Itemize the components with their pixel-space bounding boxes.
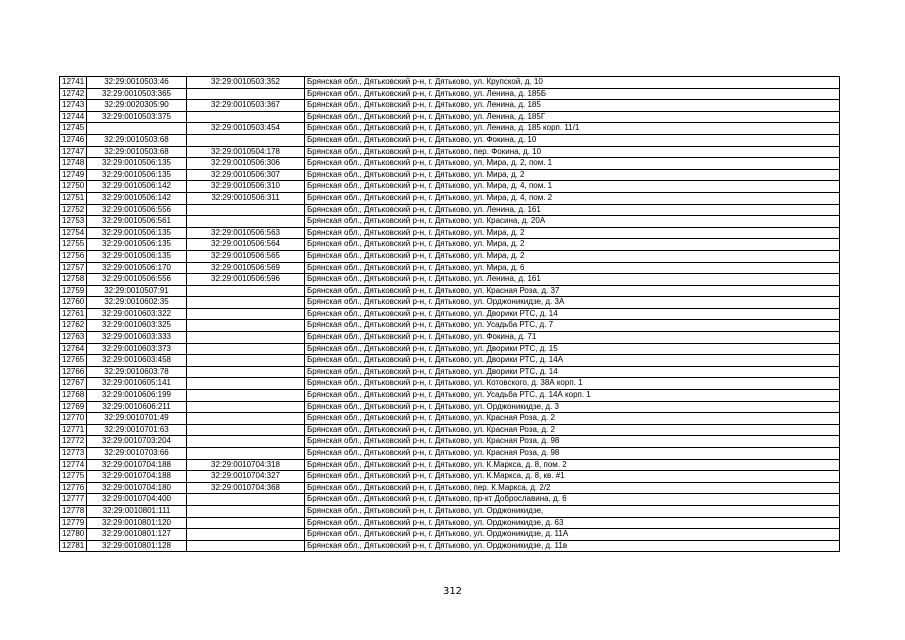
- object-cadastral-number-cell: 32:29:0010704:318: [187, 459, 305, 471]
- address-cell: Брянская обл., Дятьковский р-н, г. Дятьково, пер. К.Маркса, д. 2/2: [305, 482, 840, 494]
- table-row: [60, 158, 840, 170]
- land-cadastral-number-cell: 32:29:0010603:325: [87, 320, 187, 332]
- row-number-cell: 12775: [60, 471, 87, 483]
- land-cadastral-number-cell: 32:29:0010507:91: [87, 285, 187, 297]
- land-cadastral-number-cell: 32:29:0010704:180: [87, 482, 187, 494]
- land-cadastral-number-cell: 32:29:0010603:458: [87, 355, 187, 367]
- object-cadastral-number-cell: [187, 285, 305, 297]
- table-row: [60, 146, 840, 158]
- table-row: [60, 274, 840, 286]
- address-cell: Брянская обл., Дятьковский р-н, г. Дятьково, ул. Фокина, д. 71: [305, 332, 840, 344]
- table-row: [60, 529, 840, 541]
- table-row: [60, 517, 840, 529]
- address-cell: Брянская обл., Дятьковский р-н, г. Дятьково, ул. Красина, д. 20А: [305, 216, 840, 228]
- land-cadastral-number-cell: 32:29:0010701:49: [87, 413, 187, 425]
- address-cell: Брянская обл., Дятьковский р-н, г. Дятьково, ул. Ленина, д. 185 корп. 11/1: [305, 123, 840, 135]
- land-cadastral-number-cell: 32:29:0010602:35: [87, 297, 187, 309]
- land-cadastral-number-cell: 32:29:0010703:204: [87, 436, 187, 448]
- address-cell: Брянская обл., Дятьковский р-н, г. Дятьково, ул. Мира, д. 2: [305, 169, 840, 181]
- address-cell: Брянская обл., Дятьковский р-н, г. Дятьково, ул. Красная Роза, д. 2: [305, 413, 840, 425]
- table-row: [60, 320, 840, 332]
- page-number: 312: [442, 586, 463, 597]
- row-number-cell: 12776: [60, 482, 87, 494]
- object-cadastral-number-cell: [187, 448, 305, 460]
- object-cadastral-number-cell: 32:29:0010506:564: [187, 239, 305, 251]
- table-row: [60, 540, 840, 552]
- address-cell: Брянская обл., Дятьковский р-н, г. Дятьково, ул. Фокина, д. 10: [305, 134, 840, 146]
- row-number-cell: 12757: [60, 262, 87, 274]
- object-cadastral-number-cell: [187, 366, 305, 378]
- address-cell: Брянская обл., Дятьковский р-н, г. Дятьково, пер. Фокина, д. 10: [305, 146, 840, 158]
- land-cadastral-number-cell: 32:29:0010704:400: [87, 494, 187, 506]
- row-number-cell: 12748: [60, 158, 87, 170]
- table-row: [60, 262, 840, 274]
- address-cell: Брянская обл., Дятьковский р-н, г. Дятьково, ул. Усадьба РТС, д. 14А корп. 1: [305, 390, 840, 402]
- land-cadastral-number-cell: 32:29:0010603:373: [87, 343, 187, 355]
- object-cadastral-number-cell: 32:29:0010506:563: [187, 227, 305, 239]
- land-cadastral-number-cell: [87, 123, 187, 135]
- table-row: [60, 390, 840, 402]
- row-number-cell: 12755: [60, 239, 87, 251]
- table-row: [60, 413, 840, 425]
- table-row: [60, 239, 840, 251]
- object-cadastral-number-cell: 32:29:0010503:454: [187, 123, 305, 135]
- object-cadastral-number-cell: 32:29:0010506:307: [187, 169, 305, 181]
- row-number-cell: 12758: [60, 274, 87, 286]
- table-row: [60, 436, 840, 448]
- address-cell: Брянская обл., Дятьковский р-н, г. Дятьково, ул. Красная Роза, д. 2: [305, 424, 840, 436]
- land-cadastral-number-cell: 32:29:0010506:135: [87, 158, 187, 170]
- object-cadastral-number-cell: 32:29:0010704:368: [187, 482, 305, 494]
- table-row: [60, 285, 840, 297]
- object-cadastral-number-cell: 32:29:0010506:311: [187, 192, 305, 204]
- row-number-cell: 12772: [60, 436, 87, 448]
- row-number-cell: 12749: [60, 169, 87, 181]
- table-row: [60, 216, 840, 228]
- row-number-cell: 12770: [60, 413, 87, 425]
- table-row: [60, 204, 840, 216]
- land-cadastral-number-cell: 32:29:0010801:127: [87, 529, 187, 541]
- land-cadastral-number-cell: 32:29:0010605:141: [87, 378, 187, 390]
- table-row: [60, 355, 840, 367]
- land-cadastral-number-cell: 32:29:0010603:78: [87, 366, 187, 378]
- address-cell: Брянская обл., Дятьковский р-н, г. Дятьково, ул. Дворики РТС, д. 14А: [305, 355, 840, 367]
- table-row: [60, 494, 840, 506]
- land-cadastral-number-cell: 32:29:0010701:63: [87, 424, 187, 436]
- land-cadastral-number-cell: 32:29:0010506:142: [87, 181, 187, 193]
- land-cadastral-number-cell: 32:29:0010603:333: [87, 332, 187, 344]
- table-row: [60, 192, 840, 204]
- land-cadastral-number-cell: 32:29:0010506:170: [87, 262, 187, 274]
- object-cadastral-number-cell: [187, 505, 305, 517]
- row-number-cell: 12763: [60, 332, 87, 344]
- object-cadastral-number-cell: [187, 308, 305, 320]
- row-number-cell: 12759: [60, 285, 87, 297]
- table-row: [60, 448, 840, 460]
- object-cadastral-number-cell: [187, 378, 305, 390]
- row-number-cell: 12756: [60, 250, 87, 262]
- land-cadastral-number-cell: 32:29:0010703:66: [87, 448, 187, 460]
- row-number-cell: 12741: [60, 77, 87, 89]
- land-cadastral-number-cell: 32:29:0010506:135: [87, 239, 187, 251]
- land-cadastral-number-cell: 32:29:0010801:120: [87, 517, 187, 529]
- object-cadastral-number-cell: 32:29:0010503:352: [187, 77, 305, 89]
- row-number-cell: 12743: [60, 100, 87, 112]
- land-cadastral-number-cell: 32:29:0010506:556: [87, 204, 187, 216]
- object-cadastral-number-cell: [187, 204, 305, 216]
- land-cadastral-number-cell: 32:29:0010606:211: [87, 401, 187, 413]
- address-cell: Брянская обл., Дятьковский р-н, г. Дятьково, ул. Усадьба РТС, д. 7: [305, 320, 840, 332]
- object-cadastral-number-cell: [187, 540, 305, 552]
- row-number-cell: 12769: [60, 401, 87, 413]
- object-cadastral-number-cell: 32:29:0010506:569: [187, 262, 305, 274]
- address-cell: Брянская обл., Дятьковский р-н, г. Дятьково, ул. Красная Роза, д. 98: [305, 436, 840, 448]
- object-cadastral-number-cell: 32:29:0010506:596: [187, 274, 305, 286]
- table-row: [60, 77, 840, 89]
- address-cell: Брянская обл., Дятьковский р-н, г. Дятьково, ул. Мира, д. 2: [305, 239, 840, 251]
- table-row: [60, 332, 840, 344]
- row-number-cell: 12761: [60, 308, 87, 320]
- table-row: [60, 181, 840, 193]
- row-number-cell: 12754: [60, 227, 87, 239]
- object-cadastral-number-cell: [187, 424, 305, 436]
- land-cadastral-number-cell: 32:29:0010503:68: [87, 134, 187, 146]
- object-cadastral-number-cell: [187, 390, 305, 402]
- row-number-cell: 12744: [60, 111, 87, 123]
- land-cadastral-number-cell: 32:29:0010603:322: [87, 308, 187, 320]
- table-row: [60, 343, 840, 355]
- address-cell: Брянская обл., Дятьковский р-н, г. Дятьково, пр-кт Доброславина, д. 6: [305, 494, 840, 506]
- row-number-cell: 12752: [60, 204, 87, 216]
- address-cell: Брянская обл., Дятьковский р-н, г. Дятьково, ул. Ленина, д. 185: [305, 100, 840, 112]
- land-cadastral-number-cell: 32:29:0010503:46: [87, 77, 187, 89]
- land-cadastral-number-cell: 32:29:0010506:142: [87, 192, 187, 204]
- row-number-cell: 12777: [60, 494, 87, 506]
- object-cadastral-number-cell: [187, 111, 305, 123]
- table-row: [60, 100, 840, 112]
- address-cell: Брянская обл., Дятьковский р-н, г. Дятьково, ул. Орджоникидзе, д. 11в: [305, 540, 840, 552]
- object-cadastral-number-cell: [187, 494, 305, 506]
- land-cadastral-number-cell: 32:29:0010704:188: [87, 471, 187, 483]
- row-number-cell: 12780: [60, 529, 87, 541]
- address-cell: Брянская обл., Дятьковский р-н, г. Дятьково, ул. Крупской, д. 10: [305, 77, 840, 89]
- object-cadastral-number-cell: [187, 216, 305, 228]
- object-cadastral-number-cell: 32:29:0010704:327: [187, 471, 305, 483]
- address-cell: Брянская обл., Дятьковский р-н, г. Дятьково, ул. Ленина, д. 185Г: [305, 111, 840, 123]
- land-cadastral-number-cell: 32:29:0010503:365: [87, 88, 187, 100]
- address-cell: Брянская обл., Дятьковский р-н, г. Дятьково, ул. Дворики РТС, д. 15: [305, 343, 840, 355]
- object-cadastral-number-cell: 32:29:0010506:565: [187, 250, 305, 262]
- land-cadastral-number-cell: 32:29:0010506:135: [87, 169, 187, 181]
- object-cadastral-number-cell: [187, 343, 305, 355]
- row-number-cell: 12764: [60, 343, 87, 355]
- address-cell: Брянская обл., Дятьковский р-н, г. Дятьково, ул. Мира, д. 2, пом. 1: [305, 158, 840, 170]
- address-cell: Брянская обл., Дятьковский р-н, г. Дятьково, ул. К.Маркса, д. 8, пом. 2: [305, 459, 840, 471]
- object-cadastral-number-cell: [187, 529, 305, 541]
- object-cadastral-number-cell: 32:29:0010506:310: [187, 181, 305, 193]
- address-cell: Брянская обл., Дятьковский р-н, г. Дятьково, ул. К.Маркса, д. 8, кв. #1: [305, 471, 840, 483]
- table-row: [60, 111, 840, 123]
- address-cell: Брянская обл., Дятьковский р-н, г. Дятьково, ул. Красная Роза, д. 98: [305, 448, 840, 460]
- row-number-cell: 12766: [60, 366, 87, 378]
- land-cadastral-number-cell: 32:29:0010506:561: [87, 216, 187, 228]
- address-cell: Брянская обл., Дятьковский р-н, г. Дятьково, ул. Орджоникидзе,: [305, 505, 840, 517]
- row-number-cell: 12751: [60, 192, 87, 204]
- object-cadastral-number-cell: [187, 332, 305, 344]
- land-cadastral-number-cell: 32:29:0010801:111: [87, 505, 187, 517]
- table-row: [60, 424, 840, 436]
- address-cell: Брянская обл., Дятьковский р-н, г. Дятьково, ул. Орджоникидзе, д. 3А: [305, 297, 840, 309]
- address-cell: Брянская обл., Дятьковский р-н, г. Дятьково, ул. Ленина, д. 161: [305, 204, 840, 216]
- address-cell: Брянская обл., Дятьковский р-н, г. Дятьково, ул. Мира, д. 2: [305, 250, 840, 262]
- table-row: [60, 482, 840, 494]
- address-cell: Брянская обл., Дятьковский р-н, г. Дятьково, ул. Орджоникидзе, д. 63: [305, 517, 840, 529]
- row-number-cell: 12781: [60, 540, 87, 552]
- row-number-cell: 12750: [60, 181, 87, 193]
- row-number-cell: 12774: [60, 459, 87, 471]
- object-cadastral-number-cell: [187, 517, 305, 529]
- address-cell: Брянская обл., Дятьковский р-н, г. Дятьково, ул. Красная Роза, д. 37: [305, 285, 840, 297]
- row-number-cell: 12762: [60, 320, 87, 332]
- land-cadastral-number-cell: 32:29:0010506:135: [87, 250, 187, 262]
- address-cell: Брянская обл., Дятьковский р-н, г. Дятьково, ул. Мира, д. 4, пом. 2: [305, 192, 840, 204]
- address-cell: Брянская обл., Дятьковский р-н, г. Дятьково, ул. Мира, д. 4, пом. 1: [305, 181, 840, 193]
- address-cell: Брянская обл., Дятьковский р-н, г. Дятьково, ул. Ленина, д. 185Б: [305, 88, 840, 100]
- registry-table-body: [60, 77, 840, 552]
- land-cadastral-number-cell: 32:29:0010704:188: [87, 459, 187, 471]
- table-row: [60, 227, 840, 239]
- address-cell: Брянская обл., Дятьковский р-н, г. Дятьково, ул. Дворики РТС, д. 14: [305, 366, 840, 378]
- object-cadastral-number-cell: [187, 355, 305, 367]
- row-number-cell: 12760: [60, 297, 87, 309]
- object-cadastral-number-cell: [187, 134, 305, 146]
- row-number-cell: 12765: [60, 355, 87, 367]
- object-cadastral-number-cell: 32:29:0010504:178: [187, 146, 305, 158]
- table-row: [60, 378, 840, 390]
- table-row: [60, 308, 840, 320]
- address-cell: Брянская обл., Дятьковский р-н, г. Дятьково, ул. Орджоникидзе, д. 11А: [305, 529, 840, 541]
- row-number-cell: 12745: [60, 123, 87, 135]
- land-cadastral-number-cell: 32:29:0010503:68: [87, 146, 187, 158]
- table-row: [60, 169, 840, 181]
- land-cadastral-number-cell: 32:29:0010801:128: [87, 540, 187, 552]
- table-row: [60, 123, 840, 135]
- table-row: [60, 88, 840, 100]
- row-number-cell: 12742: [60, 88, 87, 100]
- address-cell: Брянская обл., Дятьковский р-н, г. Дятьково, ул. Котовского, д. 38А корп. 1: [305, 378, 840, 390]
- row-number-cell: 12773: [60, 448, 87, 460]
- object-cadastral-number-cell: [187, 88, 305, 100]
- registry-table: [59, 76, 840, 552]
- row-number-cell: 12768: [60, 390, 87, 402]
- land-cadastral-number-cell: 32:29:0010606:199: [87, 390, 187, 402]
- object-cadastral-number-cell: 32:29:0010503:367: [187, 100, 305, 112]
- object-cadastral-number-cell: [187, 297, 305, 309]
- row-number-cell: 12767: [60, 378, 87, 390]
- address-cell: Брянская обл., Дятьковский р-н, г. Дятьково, ул. Мира, д. 6: [305, 262, 840, 274]
- object-cadastral-number-cell: [187, 401, 305, 413]
- row-number-cell: 12771: [60, 424, 87, 436]
- row-number-cell: 12746: [60, 134, 87, 146]
- table-row: [60, 401, 840, 413]
- object-cadastral-number-cell: [187, 413, 305, 425]
- table-row: [60, 459, 840, 471]
- table-row: [60, 366, 840, 378]
- row-number-cell: 12779: [60, 517, 87, 529]
- address-cell: Брянская обл., Дятьковский р-н, г. Дятьково, ул. Орджоникидзе, д. 3: [305, 401, 840, 413]
- table-row: [60, 134, 840, 146]
- address-cell: Брянская обл., Дятьковский р-н, г. Дятьково, ул. Ленина, д. 161: [305, 274, 840, 286]
- row-number-cell: 12778: [60, 505, 87, 517]
- land-cadastral-number-cell: 32:29:0010503:375: [87, 111, 187, 123]
- address-cell: Брянская обл., Дятьковский р-н, г. Дятьково, ул. Мира, д. 2: [305, 227, 840, 239]
- address-cell: Брянская обл., Дятьковский р-н, г. Дятьково, ул. Дворики РТС, д. 14: [305, 308, 840, 320]
- table-row: [60, 471, 840, 483]
- table-row: [60, 250, 840, 262]
- row-number-cell: 12753: [60, 216, 87, 228]
- land-cadastral-number-cell: 32:29:0010506:135: [87, 227, 187, 239]
- object-cadastral-number-cell: 32:29:0010506:306: [187, 158, 305, 170]
- land-cadastral-number-cell: 32:29:0010506:556: [87, 274, 187, 286]
- object-cadastral-number-cell: [187, 320, 305, 332]
- row-number-cell: 12747: [60, 146, 87, 158]
- table-row: [60, 297, 840, 309]
- land-cadastral-number-cell: 32:29:0020305:90: [87, 100, 187, 112]
- object-cadastral-number-cell: [187, 436, 305, 448]
- table-row: [60, 505, 840, 517]
